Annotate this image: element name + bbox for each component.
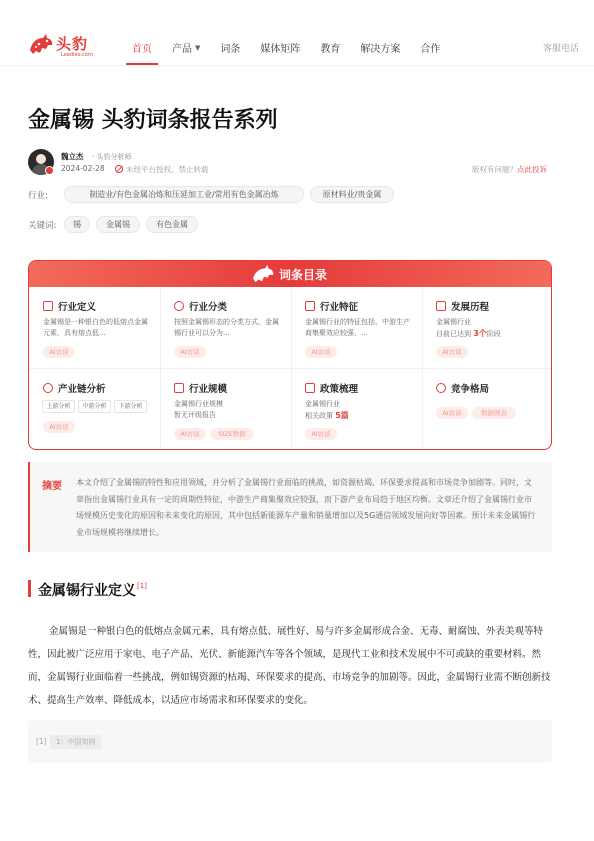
nav-item-products[interactable]: [172, 40, 200, 54]
abstract-label: 摘要: [42, 481, 62, 492]
toc-item-desc: [174, 399, 284, 421]
toc-item-title: 行业分类: [189, 302, 228, 313]
toc-item-desc: 金属锡行业的特征包括、中游生产商集聚效应较强、...: [305, 318, 410, 337]
toc-item-industry-chain[interactable]: [29, 369, 160, 450]
toc-item-title: 行业定义: [58, 302, 97, 313]
chevron-down-icon: ▼: [195, 44, 201, 52]
entry-toc-card: [28, 260, 552, 450]
bar-chart-icon: [174, 383, 184, 393]
author-name[interactable]: 魏立杰: [61, 152, 84, 161]
keyword-tag[interactable]: 有色金属: [146, 216, 198, 233]
section-title: [38, 580, 147, 600]
toc-item-desc-line: 金属锡行业: [436, 318, 471, 326]
keywords-label: 关键词:: [28, 221, 57, 231]
abstract-text: 本文介绍了金属锡的特性和应用领域，并分析了金属锡行业面临的挑战，如资源枯竭、环保要求提高和市场竞争加剧等。同时，文章指出金属锡行业具有一定的周期性特征，中游生产商集聚效应较强，而下游产业布局趋于地区均衡。文章还介绍了金属锡行业市场规模历史变化的原因和未来变化的原因，其中包括新能源车产量和销量增加以及5G通信领域发展向好等因素。预计未来金属锡行业市场规模将继续增长。: [76, 478, 536, 538]
copyright-notice-text: 未经平台授权，禁止转载: [126, 165, 209, 174]
toc-item-history[interactable]: [422, 287, 552, 368]
ai-interview-button[interactable]: AI访谈: [305, 346, 337, 358]
ai-interview-button[interactable]: AI访谈: [43, 421, 75, 433]
toc-title: 词条目录: [279, 268, 328, 282]
features-icon: [305, 301, 315, 311]
section-title-text: 金属锡行业定义: [38, 583, 136, 599]
logo[interactable]: [28, 32, 100, 60]
industry-label: 行业:: [28, 191, 48, 201]
policy-icon: [305, 383, 315, 393]
top-nav: [0, 0, 594, 66]
toc-item-title: 发展历程: [451, 302, 490, 313]
nav-item-education[interactable]: 教育: [320, 44, 341, 55]
midstream-analysis-chip[interactable]: 中游分析: [78, 400, 111, 413]
classification-icon: [174, 301, 184, 311]
pie-chart-icon: [436, 383, 446, 393]
nav-item-home[interactable]: 首页: [132, 40, 152, 54]
reference-source[interactable]: 1：中国知网: [50, 735, 101, 749]
toc-item-title: 行业特征: [320, 302, 359, 313]
size-data-button[interactable]: SIZE数据: [210, 428, 254, 440]
industry-tag[interactable]: 制造业/有色金属冶炼和压延加工业/常用有色金属冶炼: [64, 186, 304, 203]
toc-item-title: 行业规模: [189, 384, 228, 395]
toc-item-desc: [305, 399, 415, 422]
section-body: 金属锡是一种银白色的低熔点金属元素，具有熔点低、展性好、易与许多金属形成合金、无毒、耐腐蚀、外表美观等特性，因此被广泛应用于家电、电子产品、光伏、新能源汽车等各个领域，是现代工业和技术发展中不可或缺的重要材料。然而，金属锡行业面临着一些挑战，例如锡资源的枯竭、环保要求的提高、市场竞争的加剧等。因此，金属锡行业需不断创新技术、提高生产效率、降低成本，以适应市场需求和环保要求的变化。: [28, 626, 551, 706]
ai-interview-button[interactable]: AI访谈: [174, 346, 206, 358]
customer-service-link[interactable]: 客服电话: [543, 44, 580, 54]
ai-interview-button[interactable]: AI访谈: [436, 407, 468, 419]
ai-interview-button[interactable]: AI访谈: [43, 346, 75, 358]
toc-item-desc-pre: 目前已达到: [436, 330, 471, 338]
toc-item-desc: [436, 317, 546, 340]
toc-item-desc-line: 暂无评级报告: [174, 411, 216, 419]
toc-item-desc: 按照金属锡形态的分类方式，金属锡行业可以分为...: [174, 318, 279, 337]
leopard-logo-icon: [251, 264, 275, 284]
ai-interview-button[interactable]: AI访谈: [174, 428, 206, 440]
toc-item-desc-pre: 相关政策: [305, 412, 333, 420]
toc-item-definition[interactable]: [29, 287, 160, 368]
citation-marker[interactable]: [1]: [137, 582, 147, 590]
logo-text: 头豹: [56, 35, 89, 53]
toc-item-desc-line: [305, 410, 415, 422]
toc-header: [29, 261, 552, 287]
toc-item-competition[interactable]: [422, 369, 552, 450]
nav-item-media[interactable]: 媒体矩阵: [260, 44, 301, 55]
section-marker: [28, 580, 31, 597]
copyright-report: [472, 164, 547, 175]
abstract-box: [28, 462, 552, 552]
industry-chain-icon: [43, 383, 53, 393]
toc-item-title: 竞争格局: [451, 384, 490, 395]
data-charts-button[interactable]: 数据图表: [472, 407, 516, 419]
history-icon: [436, 301, 446, 311]
toc-item-desc-line: [436, 328, 546, 340]
nav-item-cooperation[interactable]: 合作: [420, 44, 441, 55]
reference-number: [1]: [36, 737, 47, 746]
prohibited-icon: [115, 165, 123, 173]
copyright-notice: [115, 164, 209, 175]
nav-item-entries[interactable]: 词条: [220, 44, 241, 55]
logo-subtext: Leadleo.com: [61, 52, 93, 58]
nav-item-solutions[interactable]: 解决方案: [360, 44, 401, 55]
stage-count: 3个: [473, 329, 487, 338]
page-title: 金属锡 头豹词条报告系列: [28, 108, 278, 133]
author-role: · 头豹分析师: [92, 153, 132, 161]
definition-icon: [43, 301, 53, 311]
publish-date: 2024-02-28: [61, 164, 105, 173]
toc-item-title: 政策梳理: [320, 384, 359, 395]
toc-item-desc-line: 金属锡行业规模: [174, 400, 223, 408]
toc-item-market-size[interactable]: [160, 369, 291, 450]
nav-item-products-label: 产品: [172, 44, 192, 55]
copyright-question: 版权有问题？: [472, 165, 517, 174]
downstream-analysis-chip[interactable]: 下游分析: [114, 400, 147, 413]
toc-item-desc: 金属锡是一种银白色的低熔点金属元素，具有熔点低...: [43, 318, 148, 337]
leopard-logo-icon: [28, 32, 54, 58]
toc-item-title: 产业链分析: [58, 384, 106, 395]
ai-interview-button[interactable]: AI访谈: [436, 346, 468, 358]
ai-interview-button[interactable]: AI访谈: [305, 428, 337, 440]
nav-menu: [132, 40, 460, 54]
toc-item-policy[interactable]: [291, 369, 422, 450]
report-link[interactable]: 点此投诉: [517, 165, 547, 174]
toc-item-desc-post: 阶段: [486, 330, 501, 338]
keyword-tag[interactable]: 锡: [64, 216, 90, 233]
industry-tag[interactable]: 原材料业/贵金属: [310, 186, 394, 203]
verified-badge-icon: [45, 166, 54, 175]
upstream-analysis-chip[interactable]: 上游分析: [42, 400, 75, 413]
toc-item-classification[interactable]: [160, 287, 291, 368]
policy-count: 5篇: [335, 411, 349, 420]
toc-item-desc-line: 金属锡行业: [305, 400, 340, 408]
toc-item-features[interactable]: [291, 287, 422, 368]
keyword-tag[interactable]: 金属锡: [96, 216, 140, 233]
reference-box: [28, 720, 552, 763]
